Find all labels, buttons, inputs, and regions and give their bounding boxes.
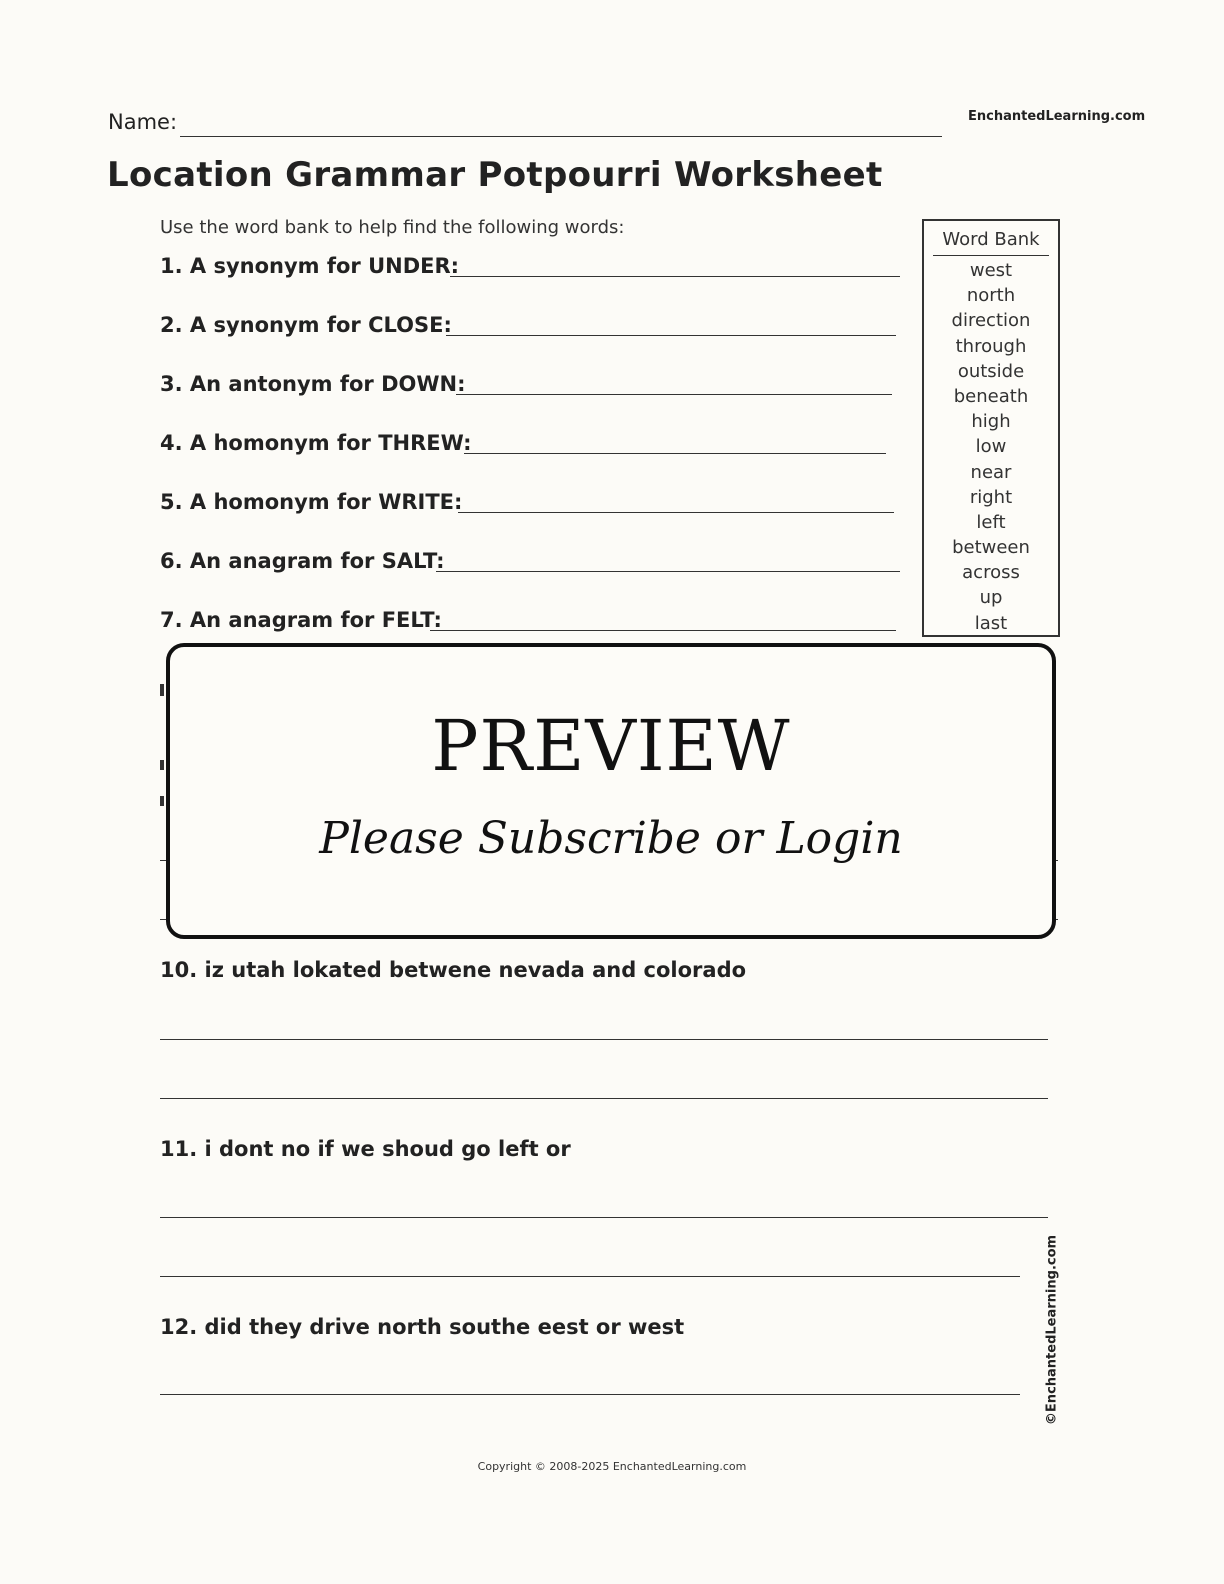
- name-label: Name:: [108, 110, 178, 134]
- answer-line-2[interactable]: [446, 335, 896, 336]
- instructions: Use the word bank to help find the following words:: [160, 217, 625, 238]
- preview-title: PREVIEW: [431, 705, 791, 787]
- word-bank-word: beneath: [953, 385, 1029, 407]
- word-bank-word: low: [975, 436, 1007, 458]
- side-copyright: ©EnchantedLearning.com: [1044, 1234, 1060, 1426]
- worksheet-title: Location Grammar Potpourri Worksheet: [107, 155, 883, 195]
- preview-overlay[interactable]: [166, 643, 1056, 939]
- word-bank-word: direction: [951, 310, 1031, 332]
- sentence-10: 10. iz utah lokated betwene nevada and colorado: [160, 958, 747, 982]
- word-bank-word: left: [976, 511, 1006, 533]
- answer-line-11a[interactable]: [160, 1217, 1048, 1218]
- answer-line-11b[interactable]: [160, 1276, 1020, 1277]
- question-3: 3. An antonym for DOWN:: [160, 372, 466, 396]
- word-bank-word: near: [970, 461, 1012, 483]
- question-4: 4. A homonym for THREW:: [160, 431, 472, 455]
- answer-line-12[interactable]: [160, 1394, 1020, 1395]
- word-bank-word: high: [971, 411, 1011, 433]
- question-6: 6. An anagram for SALT:: [160, 549, 445, 573]
- word-bank-word: right: [969, 486, 1013, 508]
- word-bank-word: between: [952, 537, 1030, 559]
- word-bank-word: west: [969, 260, 1013, 281]
- word-bank-word: up: [979, 587, 1003, 609]
- answer-line-10a[interactable]: [160, 1039, 1048, 1040]
- word-bank-word: outside: [957, 360, 1025, 382]
- site-logo-text: EnchantedLearning.com: [968, 109, 1146, 124]
- answer-line-4[interactable]: [464, 453, 886, 454]
- question-2: 2. A synonym for CLOSE:: [160, 313, 452, 337]
- word-bank-title: Word Bank: [942, 229, 1040, 250]
- subscribe-login-link[interactable]: Please Subscribe or Login: [319, 813, 903, 864]
- answer-line-7[interactable]: [430, 630, 896, 631]
- word-bank-word: last: [974, 612, 1008, 634]
- answer-line-5[interactable]: [458, 512, 894, 513]
- answer-line-10b[interactable]: [160, 1098, 1048, 1099]
- answer-line-1[interactable]: [450, 276, 900, 277]
- answer-line-3[interactable]: [456, 394, 892, 395]
- word-bank: [922, 219, 1060, 637]
- question-5: 5. A homonym for WRITE:: [160, 490, 463, 514]
- question-1: 1. A synonym for UNDER:: [160, 254, 460, 278]
- sentence-11: 11. i dont no if we shoud go left or: [160, 1137, 571, 1161]
- sentence-12: 12. did they drive north southe eest or west: [160, 1315, 685, 1339]
- word-bank-divider: [933, 255, 1049, 256]
- word-bank-word: across: [962, 562, 1020, 584]
- word-bank-word: north: [966, 285, 1016, 307]
- word-bank-word: through: [955, 335, 1027, 357]
- question-7: 7. An anagram for FELT:: [160, 608, 442, 632]
- answer-line-6[interactable]: [436, 571, 900, 572]
- name-field-line[interactable]: [180, 136, 942, 137]
- footer-copyright: Copyright © 2008-2025 EnchantedLearning.com: [477, 1460, 747, 1473]
